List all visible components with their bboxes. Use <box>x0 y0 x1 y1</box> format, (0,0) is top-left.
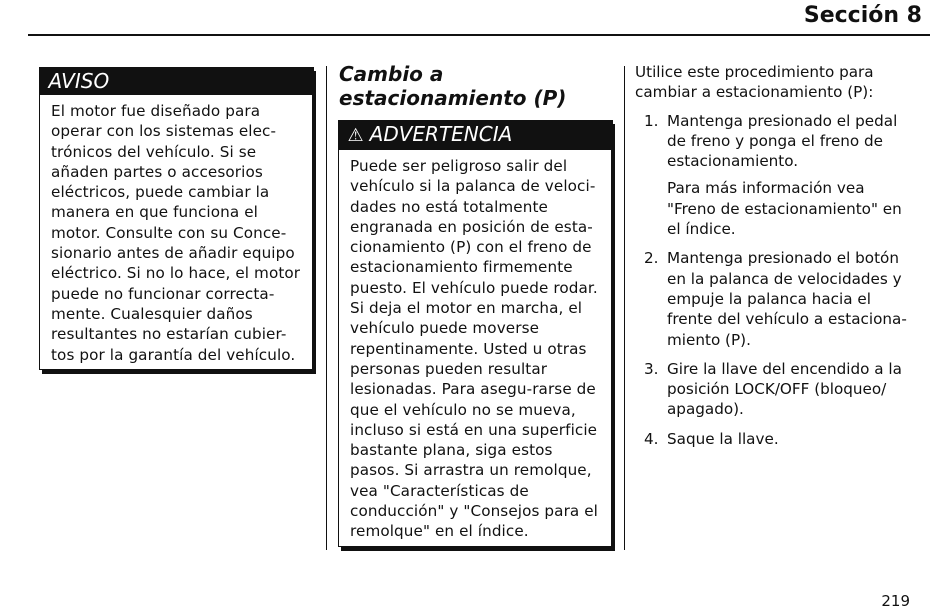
procedure-column <box>635 62 917 458</box>
procedure-intro: Utilice este procedimiento para cambiar a estacionamiento (P): <box>635 63 874 102</box>
aviso-title: AVISO <box>39 67 314 95</box>
step-text: Mantenga presionado el botón en la palanca de velocidades y empuje la palanca hacia el frente del vehículo a estaciona-miento (P). <box>667 249 907 349</box>
procedure-step-3 <box>635 359 917 420</box>
section-title: Sección 8 <box>803 3 922 28</box>
column-heading-text: Cambio a estacionamiento (P) <box>339 62 567 110</box>
step-number: 4. <box>644 429 659 448</box>
advertencia-title: ADVERTENCIA <box>369 122 513 146</box>
step-text: Saque la llave. <box>667 429 779 448</box>
procedure-step-4 <box>635 429 917 449</box>
step-number: 3. <box>644 359 659 378</box>
step-note: Para más información vea "Freno de estacionamiento" en el índice. <box>667 179 902 239</box>
warning-triangle-icon: ⚠ <box>347 125 364 146</box>
column-heading <box>339 62 569 110</box>
procedure-step-2 <box>635 248 917 349</box>
column-divider-right <box>624 66 625 550</box>
advertencia-header <box>338 120 613 150</box>
page-number: 219 <box>881 592 910 610</box>
advertencia-text: Puede ser peligroso salir del vehículo si la palanca de veloci-dades no está totalmente engranada en posición de esta-cionamiento (P) con el freno de estacionamiento firmemente puesto. El vehículo puede rodar. Si deja el motor en marcha, el vehículo puede moverse repentinamente. Usted u otras personas pueden resultar lesionadas. Para asegu-rarse de que el vehículo no se mueva, incluso si está en una superficie bastante plana, siga estos pasos. Si arrastra un remolque, vea "Características de conducción" y "Consejos para el remolque" en el índice. <box>350 157 599 541</box>
advertencia-box <box>338 120 612 547</box>
procedure-steps <box>635 111 917 449</box>
step-number: 2. <box>644 249 659 268</box>
aviso-box <box>39 67 313 370</box>
step-text: Mantenga presionado el pedal de freno y ponga el freno de estacionamiento. <box>667 111 898 171</box>
column-divider-left <box>326 66 327 550</box>
procedure-step-1 <box>635 111 917 240</box>
header-rule <box>28 34 930 36</box>
step-text: Gire la llave del encendido a la posición LOCK/OFF (bloqueo/ apagado). <box>667 359 902 419</box>
step-number: 1. <box>644 111 659 130</box>
aviso-text: El motor fue diseñado para operar con los sistemas elec-trónicos del vehículo. Si se añaden partes o accesorios eléctricos, puede cambiar la manera en que funciona el motor. Consulte con su Conce-sionario antes de añadir equipo eléctrico. Si no lo hace, el motor puede no funcionar correcta-mente. Cualesquier daños resultantes no estarían cubier-tos por la garantía del vehículo. <box>51 102 301 364</box>
